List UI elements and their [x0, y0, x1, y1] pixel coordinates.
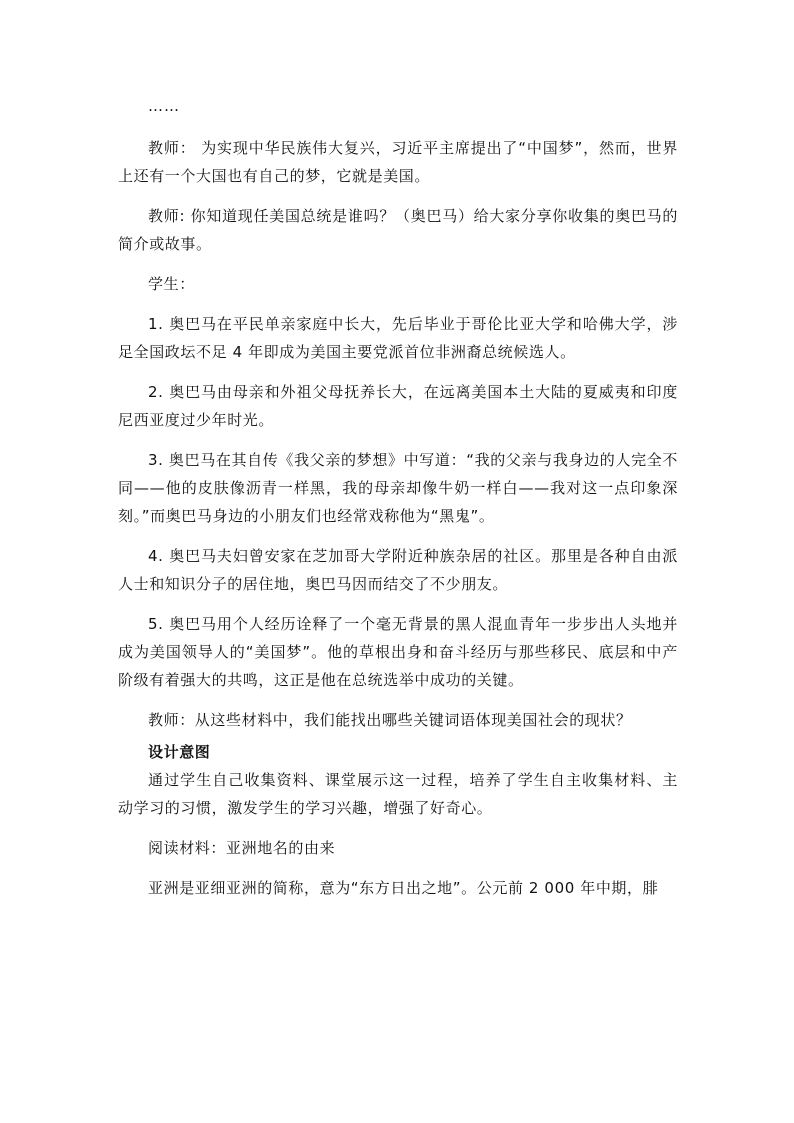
reading-material-text: 亚洲是亚细亚洲的简称，意为“东方日出之地”。公元前 2 000 年中期，腓 — [148, 879, 659, 897]
student-item-2: 2. 奥巴马由母亲和外祖父母抚养长大，在远离美国本土大陆的夏威夷和印度尼西亚度过少年时光。 — [118, 383, 678, 429]
reading-material-title: 阅读材料：亚洲地名的由来 — [148, 839, 336, 857]
teacher-question-keywords: 教师：从这些材料中，我们能找出哪些关键词语体现美国社会的现状？ — [148, 711, 632, 729]
teacher-paragraph-china-dream: 教师： 为实现中华民族伟大复兴，习近平主席提出了“中国梦”，然而，世界上还有一个大国也有自己的梦，它就是美国。 — [118, 139, 678, 185]
student-item-3: 3. 奥巴马在其自传《我父亲的梦想》中写道：“我的父亲与我身边的人完全不同——他的皮肤像沥青一样黑，我的母亲却像牛奶一样白——我对这一点印象深刻。”而奥巴马身边的小朋友们也经常戏称他为“黑鬼”。 — [118, 451, 678, 525]
design-intent-text: 通过学生自己收集资料、课堂展示这一过程，培养了学生自主收集材料、主动学习的习惯，激发学生的学习兴趣，增强了好奇心。 — [118, 771, 678, 817]
ellipsis: …… — [148, 97, 180, 115]
student-item-5: 5. 奥巴马用个人经历诠释了一个毫无背景的黑人混血青年一步步出人头地并成为美国领导人的“美国梦”。他的草根出身和奋斗经历与那些移民、底层和中产阶级有着强大的共鸣，这正是他在总统选举中成功的关键。 — [118, 615, 678, 689]
student-label: 学生： — [148, 275, 195, 293]
student-item-4: 4. 奥巴马夫妇曾安家在芝加哥大学附近种族杂居的社区。那里是各种自由派人士和知识分子的居住地，奥巴马因而结交了不少朋友。 — [118, 547, 678, 593]
student-item-1: 1. 奥巴马在平民单亲家庭中长大，先后毕业于哥伦比亚大学和哈佛大学，涉足全国政坛不足 4 年即成为美国主要党派首位非洲裔总统候选人。 — [118, 315, 678, 361]
teacher-question-president: 教师: 你知道现任美国总统是谁吗？（奥巴马）给大家分享你收集的奥巴马的简介或故事。 — [118, 207, 678, 253]
design-intent-heading: 设计意图 — [148, 743, 211, 761]
document-page — [118, 92, 678, 914]
